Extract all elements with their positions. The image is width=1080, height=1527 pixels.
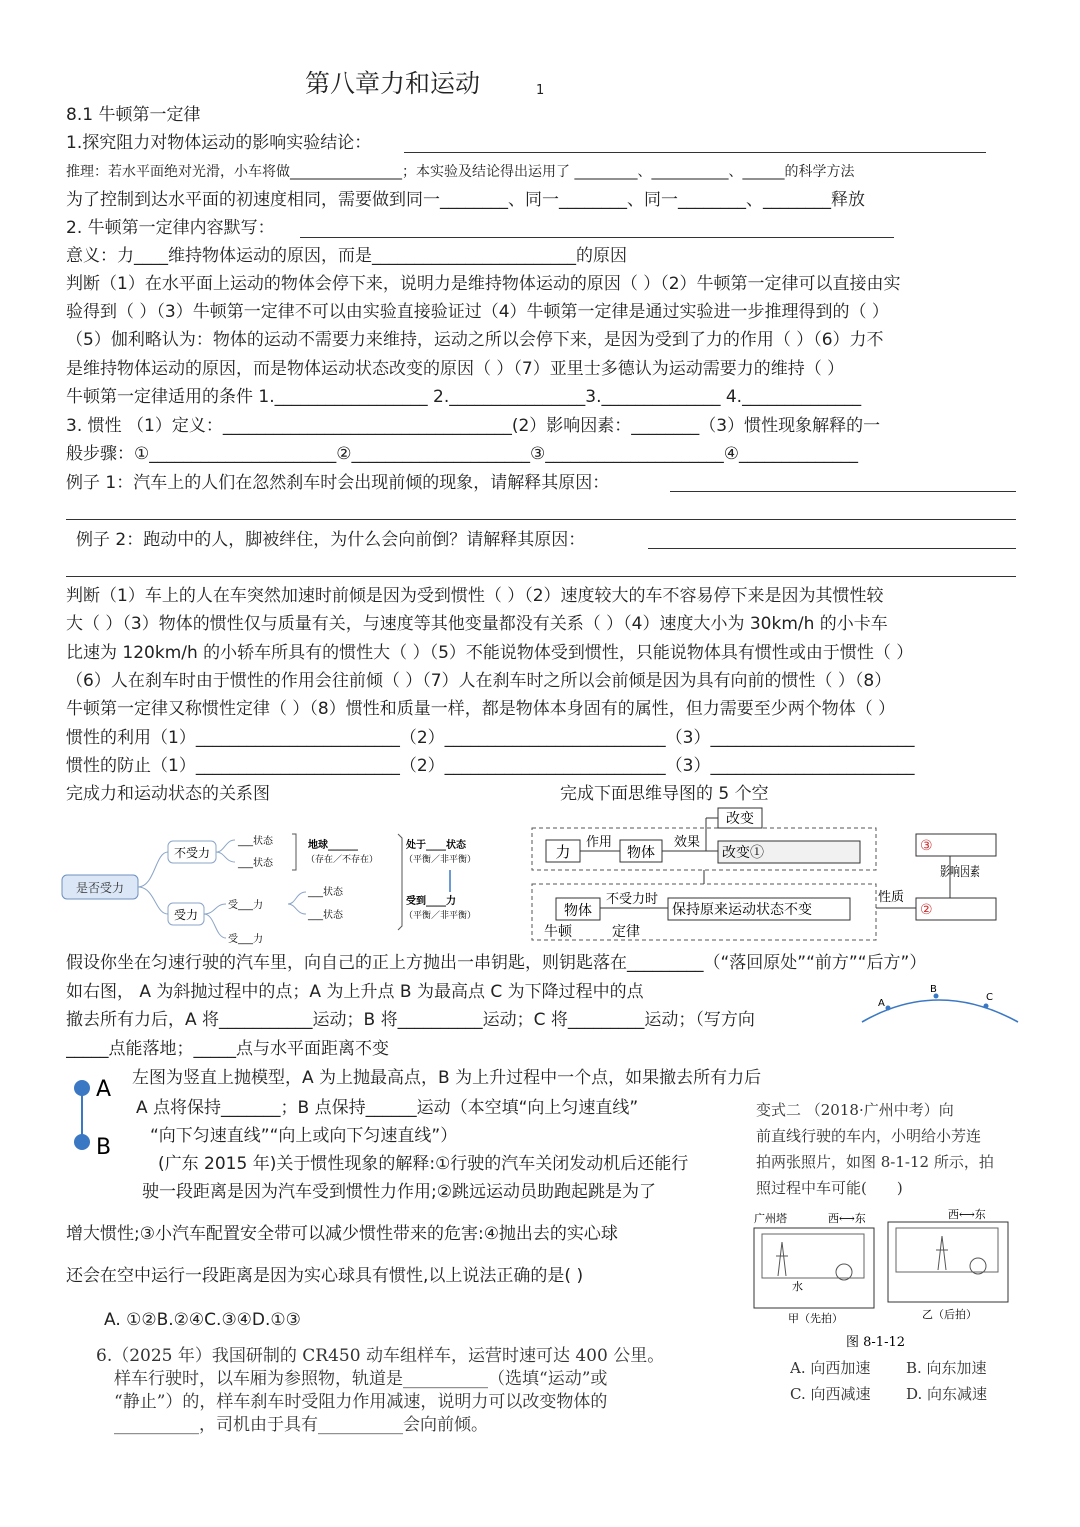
mindmap-earth-sub: （存在／不存在） xyxy=(306,855,379,865)
variant-option-d: D. 向东减速 xyxy=(906,1385,988,1403)
flow-force: 力 xyxy=(555,843,571,861)
text-line: “向下匀速直线”“向上或向下匀速直线”） xyxy=(150,1126,458,1146)
text-line: 牛顿第一定律适用的条件 1.__________________ 2.________________3.______________ 4.______________ xyxy=(66,387,862,407)
text-line: 左图为竖直上抛模型，A 为上抛最高点，B 为上升过程中一个点，如果撤去所有力后 xyxy=(132,1068,762,1088)
text-line: A 点将保持_______；B 点保持______运动（本空填“向上匀速直线” xyxy=(136,1098,639,1118)
fig-dir-2: 西⟷东 xyxy=(948,1208,986,1221)
text-line: 还会在空中运行一段距离是因为实心球具有惯性,以上说法正确的是( ) xyxy=(66,1266,584,1286)
answer-line xyxy=(404,152,986,153)
flow-influence: 影响因素 xyxy=(940,865,980,880)
answer-line xyxy=(300,237,894,238)
fig-number: 图 8-1-12 xyxy=(846,1335,906,1350)
text-line: 比速为 120km/h 的小轿车所具有的惯性大（ ）（5）不能说物体受到惯性，只能说物体具有惯性或由于惯性（ ） xyxy=(66,643,914,663)
fig-caption-2: 乙（后拍） xyxy=(922,1308,977,1321)
arc-path xyxy=(862,1000,1018,1022)
text-line: 牛顿第一定律又称惯性定律（ ）（8）惯性和质量一样，都是物体本身固有的属性，但力需要至少两个物体（ ） xyxy=(66,699,896,719)
answer-line xyxy=(648,548,1016,549)
text-line: (广东 2015 年)关于惯性现象的解释:①行驶的汽车关闭发动机后还能行 xyxy=(158,1154,689,1174)
label-b: B xyxy=(96,1135,112,1160)
text-line: 2. 牛顿第一定律内容默写： xyxy=(66,218,275,238)
question-6-line: __________，司机由于具有__________会向前倾。 xyxy=(114,1415,488,1435)
question-6-line: 6.（2025 年）我国研制的 CR450 动车组样车，运营时速可达 400 公里。 xyxy=(96,1346,665,1366)
section-heading: 8.1 牛顿第一定律 xyxy=(66,105,201,125)
mindmap-not-force: 不受力 xyxy=(173,846,211,860)
variant-option-a: A. 向西加速 xyxy=(790,1359,871,1377)
train-photo-figure xyxy=(752,1206,1012,1354)
text-line: 惯性的利用（1）________________________（2）__________________________（3）________________________ xyxy=(66,728,915,748)
text-line: 为了控制到达水平面的初速度相同，需要做到同一________、同一________、同一________、________释放 xyxy=(66,190,865,210)
text-line: 撤去所有力后，A 将___________运动；B 将__________运动；C 将_________运动；（写方向 xyxy=(66,1010,755,1030)
mindmap-recv: 受到____力 xyxy=(406,896,456,907)
text-line: 如右图， A 为斜抛过程中的点；A 为上升点 B 为最高点 C 为下降过程中的点 xyxy=(66,982,644,1002)
text-line: 3. 惯性 （1）定义：__________________________________(2）影响因素：________（3）惯性现象解释的一 xyxy=(66,416,881,436)
flow-change-mid: 改变① xyxy=(722,845,764,861)
text-line: 验得到（ ）（3）牛顿第一定律不可以由实验直接验证过（4）牛顿第一定律是通过实验进一步推理得到的（ ） xyxy=(66,302,889,322)
arc-point-c xyxy=(984,1004,989,1009)
text-line: _____点能落地；_____点与水平面距离不变 xyxy=(66,1039,389,1059)
text-line: 意义：力____维持物体运动的原因，而是________________________的原因 xyxy=(66,246,627,266)
arc-point-a xyxy=(886,1006,891,1011)
answer-line xyxy=(670,491,1016,492)
text-line: 例子 1：汽车上的人们在忽然刹车时会出现前倾的现象，请解释其原因： xyxy=(66,473,610,493)
mindmap-state-1: ___状态 xyxy=(238,836,273,847)
projectile-arc-diagram xyxy=(858,982,1024,1030)
flow-no-force: 不受力时 xyxy=(606,892,659,907)
thinking-flow-diagram xyxy=(528,804,1004,950)
mindmap-state-2: ___状态 xyxy=(238,858,273,869)
page-title: 第八章力和运动 xyxy=(305,69,481,98)
text-line: 判断（1）在水平面上运动的物体会停下来，说明力是维持物体运动的原因（ ）（2）牛顿第一定律可以直接由实 xyxy=(66,274,901,294)
text-line: 是维持物体运动的原因，而是物体运动状态改变的原因（ ）（7）亚里士多德认为运动需要力的维持（ ） xyxy=(66,359,845,379)
text-line: 大（ ）（3）物体的惯性仅与质量有关，与速度等其他变量都没有关系（ ）（4）速度大小为 30km/h 的小卡车 xyxy=(66,614,888,634)
diagram-caption-right: 完成下面思维导图的 5 个空 xyxy=(560,784,769,804)
flow-keep: 保持原来运动状态不变 xyxy=(672,902,812,918)
arc-label-a: A xyxy=(878,998,885,1009)
mindmap-root: 是否受力 xyxy=(75,881,125,895)
variant-text: 前直线行驶的车内，小明给小芳连 xyxy=(756,1127,982,1145)
mindmap-force-blank-2: 受___力 xyxy=(228,934,263,945)
text-line: 1.探究阻力对物体运动的影响实验结论： xyxy=(66,133,372,153)
flow-newton: 牛顿 xyxy=(544,924,572,940)
flow-change-top: 改变 xyxy=(726,811,754,827)
flow-effect: 效果 xyxy=(674,835,701,850)
question-6-line: 样车行驶时，以车厢为参照物，轨道是__________（选填“运动”或 xyxy=(114,1369,608,1389)
text-line: 判断（1）车上的人在车突然加速时前倾是因为受到惯性（ ）（2）速度较大的车不容易停下来是因为其惯性较 xyxy=(66,586,884,606)
mindmap-state-4: ___状态 xyxy=(308,910,343,921)
mindmap-in-state-sub: （平衡／非平衡） xyxy=(404,855,477,865)
text-line: 驶一段距离是因为汽车受到惯性力作用;②跳远运动员助跑起跳是为了 xyxy=(142,1182,656,1202)
page-number: 1 xyxy=(536,83,545,98)
flow-obj2: 物体 xyxy=(564,903,592,919)
flow-nature: 性质 xyxy=(878,890,905,905)
flow-n3: ③ xyxy=(920,838,933,854)
mindmap-force: 受力 xyxy=(173,908,199,922)
arc-label-c: C xyxy=(986,992,993,1003)
flow-n2: ② xyxy=(920,902,933,918)
mindmap-state-3: ___状态 xyxy=(308,887,343,898)
variant-option-c: C. 向西减速 xyxy=(790,1385,871,1403)
diagram-caption-left: 完成力和运动状态的关系图 xyxy=(66,784,270,804)
point-a xyxy=(74,1080,90,1096)
vertical-throw-diagram xyxy=(68,1072,120,1162)
fig-water-label: 水 xyxy=(792,1280,803,1293)
answer-line xyxy=(66,576,1016,577)
text-line: （6）人在刹车时由于惯性的作用会往前倾（ ）（7）人在刹车时之所以会前倾是因为具有向前的惯性（ ）（8） xyxy=(66,671,892,691)
flow-obj: 物体 xyxy=(627,845,655,861)
answer-line xyxy=(66,519,1016,520)
force-motion-mindmap xyxy=(60,822,520,952)
variant-text: 变式二 （2018·广州中考）向 xyxy=(756,1101,954,1119)
mindmap-recv-sub: （平衡／非平衡） xyxy=(404,911,477,921)
point-b xyxy=(74,1134,90,1150)
fig-dir-1: 西⟷东 xyxy=(828,1212,866,1225)
fig-tower-label: 广州塔 xyxy=(754,1212,787,1225)
text-line: 般步骤：①______________________②_____________________③_____________________④______________ xyxy=(66,444,858,464)
text-line: 假设你坐在匀速行驶的汽车里，向自己的正上方抛出一串钥匙，则钥匙落在_________（“落回原处”“前方”“后方”） xyxy=(66,953,927,973)
variant-text: 拍两张照片，如图 8-1-12 所示，拍 xyxy=(756,1153,994,1171)
mindmap-earth: 地球______ xyxy=(308,840,358,851)
question-6-line: “静止”）的，样车刹车时受阻力作用减速，说明力可以改变物体的 xyxy=(114,1392,608,1412)
text-line: 惯性的防止（1）________________________（2）__________________________（3）________________________ xyxy=(66,756,915,776)
fig-panel-2 xyxy=(888,1222,1008,1302)
flow-act: 作用 xyxy=(586,835,613,850)
arc-label-b: B xyxy=(930,984,937,995)
fig-panel-1 xyxy=(754,1228,874,1308)
text-line: 增大惯性;③小汽车配置安全带可以减少惯性带来的危害:④抛出去的实心球 xyxy=(66,1224,618,1244)
variant-text: 照过程中车可能( ) xyxy=(756,1179,903,1197)
label-a: A xyxy=(96,1077,112,1102)
fig-caption-1: 甲（先拍） xyxy=(788,1312,843,1325)
text-line: 例子 2：跑动中的人，脚被绊住，为什么会向前倒？请解释其原因： xyxy=(76,530,586,550)
answer-options: A. ①②B.②④C.③④D.①③ xyxy=(104,1310,301,1330)
flow-law: 定律 xyxy=(612,924,640,940)
text-line: 推理：若水平面绝对光滑，小车将做________________；本实验及结论得出运用了 _________、___________、______的科学方法 xyxy=(66,164,855,180)
mindmap-in-state: 处于____状态 xyxy=(406,840,466,851)
text-line: （5）伽利略认为：物体的运动不需要力来维持，运动之所以会停下来，是因为受到了力的作用（ ）（6）力不 xyxy=(66,330,884,350)
variant-option-b: B. 向东加速 xyxy=(906,1359,987,1377)
mindmap-force-blank: 受___力 xyxy=(228,900,263,911)
